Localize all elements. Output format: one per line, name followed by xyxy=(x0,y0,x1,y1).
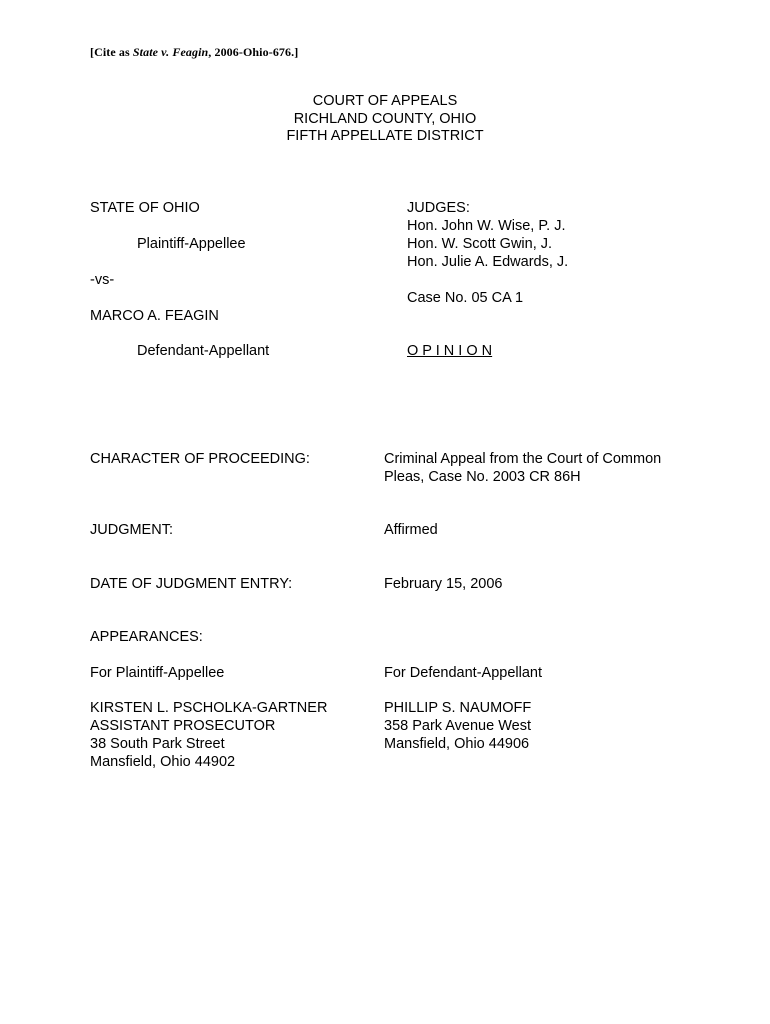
entry-date-label: DATE OF JUDGMENT ENTRY: xyxy=(90,576,293,592)
court-name: COURT OF APPEALS xyxy=(312,93,458,109)
court-header xyxy=(0,93,770,146)
plaintiff-counsel-street: 38 South Park Street xyxy=(90,736,225,752)
judge-third: Hon. Julie A. Edwards, J. xyxy=(407,254,569,270)
defendant-counsel-street: 358 Park Avenue West xyxy=(384,718,531,734)
judgment-label: JUDGMENT: xyxy=(90,522,173,538)
case-number: Case No. 05 CA 1 xyxy=(407,290,524,306)
citation-prefix: [Cite as xyxy=(90,45,133,59)
court-county: RICHLAND COUNTY, OHIO xyxy=(293,110,477,127)
judges-heading: JUDGES: xyxy=(407,200,470,216)
plaintiff-counsel-heading: For Plaintiff-Appellee xyxy=(90,665,225,681)
defendant-role: Defendant-Appellant xyxy=(137,343,270,359)
judge-second: Hon. W. Scott Gwin, J. xyxy=(407,236,553,252)
court-district: FIFTH APPELLATE DISTRICT xyxy=(286,128,484,144)
judgment-value: Affirmed xyxy=(384,522,438,538)
versus-label: -vs- xyxy=(90,272,115,288)
defendant-counsel-city: Mansfield, Ohio 44906 xyxy=(384,736,530,752)
defendant-name: MARCO A. FEAGIN xyxy=(90,308,219,324)
defendant-counsel-heading: For Defendant-Appellant xyxy=(384,665,542,681)
opinion-title: O P I N I O N xyxy=(407,343,493,359)
judge-presiding: Hon. John W. Wise, P. J. xyxy=(407,218,566,234)
appearances-heading: APPEARANCES: xyxy=(90,629,203,645)
citation-line xyxy=(90,45,298,60)
entry-date-value: February 15, 2006 xyxy=(384,576,503,592)
plaintiff-counsel-name: KIRSTEN L. PSCHOLKA-GARTNER xyxy=(90,700,328,716)
defendant-counsel-name: PHILLIP S. NAUMOFF xyxy=(384,700,532,716)
proceeding-label: CHARACTER OF PROCEEDING: xyxy=(90,451,310,467)
proceeding-value-line2: Pleas, Case No. 2003 CR 86H xyxy=(384,469,581,485)
plaintiff-role: Plaintiff-Appellee xyxy=(137,236,246,252)
citation-suffix: , 2006-Ohio-676.] xyxy=(208,45,299,59)
plaintiff-counsel-title: ASSISTANT PROSECUTOR xyxy=(90,718,276,734)
plaintiff-counsel-city: Mansfield, Ohio 44902 xyxy=(90,754,236,770)
citation-case-name: State v. Feagin xyxy=(132,45,209,59)
proceeding-value-line1: Criminal Appeal from the Court of Common xyxy=(384,451,662,467)
plaintiff-name: STATE OF OHIO xyxy=(90,200,200,216)
